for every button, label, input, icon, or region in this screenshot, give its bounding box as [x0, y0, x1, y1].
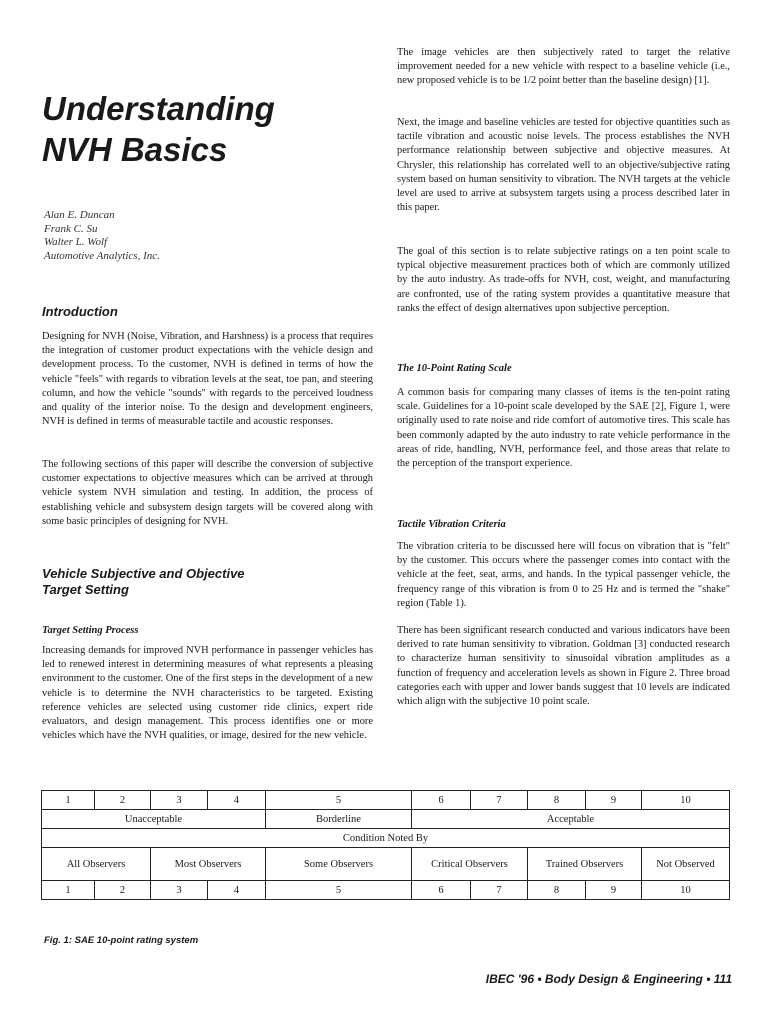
- tactile-heading: Tactile Vibration Criteria: [397, 519, 506, 530]
- figure-caption: Fig. 1: SAE 10-point rating system: [44, 935, 199, 946]
- right-paragraph-2: Next, the image and baseline vehicles are tested for objective quantities such as tactile vibration and acoustic noise levels. The process establishes the NVH performance relationship between subjective and objective measures. At Chrysler, this relationship has correlated well to an objective/subjective rating system based on human sensitivity to vibration. The NVH targets at the vehicle level are used to arrive at subsystem targets using a process described later in this paper.: [397, 117, 730, 214]
- rating-cell: 1: [42, 881, 95, 900]
- rating-cell: 6: [412, 791, 471, 810]
- rating-cell: 7: [471, 881, 528, 900]
- author-name: Alan E. Duncan: [44, 209, 115, 221]
- rating-scale-paragraph: A common basis for comparing many classes of items is the ten-point rating scale. Guidelines for a 10-point scale developed by the SAE [2], Figure 1, were originally used to rate noise and ride comfort of automotive tires. This scale has been commonly adapted by the auto industry to rate vehicle performance in the areas of ride, handling, NVH, performance feel, and those areas that relate to the perception of the transport experience.: [397, 387, 730, 470]
- rating-cell: 5: [266, 791, 412, 810]
- page-footer: IBEC '96 • Body Design & Engineering • 111: [485, 972, 732, 986]
- rating-cell: 7: [471, 791, 528, 810]
- group-cell: Some Observers: [266, 848, 412, 881]
- author-list: [44, 209, 284, 263]
- table-row-condition: [42, 829, 730, 848]
- rating-cell: 10: [642, 791, 730, 810]
- introduction-paragraph-2: The following sections of this paper will describe the conversion of subjective customer expectations to objective measures which can be arrived at through vehicle system NVH simulation and testing. In addition, the process of establishing vehicle and subsystem design targets will be covered along with some basic principles of designing for NVH.: [42, 459, 373, 527]
- table-row-groups: [42, 848, 730, 881]
- group-cell: Most Observers: [151, 848, 266, 881]
- group-cell: Not Observed: [642, 848, 730, 881]
- rating-scale-heading: The 10-Point Rating Scale: [397, 363, 512, 374]
- target-process-heading: Target Setting Process: [42, 625, 139, 636]
- category-cell: Unacceptable: [42, 810, 266, 829]
- rating-scale-table: [41, 790, 730, 900]
- author-name: Frank C. Su: [44, 222, 98, 235]
- table-row-ratings-top: [42, 791, 730, 810]
- rating-cell: 4: [208, 881, 266, 900]
- title-line-1: Understanding: [42, 90, 275, 127]
- rating-cell: 10: [642, 881, 730, 900]
- condition-header-cell: Condition Noted By: [42, 829, 730, 848]
- rating-cell: 5: [266, 881, 412, 900]
- rating-cell: 1: [42, 791, 95, 810]
- right-paragraph-1: The image vehicles are then subjectively rated to target the relative improvement needed for a new vehicle with respect to a baseline vehicle (i.e., new proposed vehicle is to be 1/2 point better than the baseline design) [1].: [397, 47, 730, 87]
- table-row-ratings-bottom: [42, 881, 730, 900]
- introduction-heading: Introduction: [42, 304, 118, 319]
- group-cell: Critical Observers: [412, 848, 528, 881]
- target-process-paragraph: Increasing demands for improved NVH performance in passenger vehicles has led to renewed interest in determining measures of what represents a pleasing environment to the customer. One of the first steps in the development of a new vehicle is to determine the NVH characteristics to be targeted. Existing reference vehicles are selected using customer ride clinics, expert ride evaluators, and design management. This process identifies one or more vehicles which have the NVH qualities, or image, desired for the new vehicle.: [42, 645, 373, 742]
- vehicle-section-heading: [42, 566, 373, 598]
- group-cell: Trained Observers: [528, 848, 642, 881]
- rating-cell: 8: [528, 881, 586, 900]
- vehicle-heading-line-2: Target Setting: [42, 582, 129, 597]
- right-paragraph-3: The goal of this section is to relate subjective ratings on a ten point scale to typical objective measurement practices both of which are commonly utilized by the auto industry. As trade-offs for NVH, cost, weight, and manufacturing are confronted, use of the rating system provides a quantitative measure that ranks the effect of design alternatives upon subjective perception.: [397, 246, 730, 314]
- vehicle-heading-line-1: Vehicle Subjective and Objective: [42, 566, 245, 581]
- rating-cell: 3: [151, 881, 208, 900]
- category-cell: Borderline: [266, 810, 412, 829]
- rating-cell: 2: [95, 791, 151, 810]
- rating-cell: 9: [586, 791, 642, 810]
- category-cell: Acceptable: [412, 810, 730, 829]
- tactile-paragraph-1: The vibration criteria to be discussed here will focus on vibration that is "felt" by the customer. This occurs where the passenger comes into contact with the vehicle at the feet, seat, arms, and hands. In the typical passenger vehicle, the frequency range of this vibration is from 0 to 25 Hz and is termed the "shake" region (Table 1).: [397, 541, 730, 609]
- author-name: Walter L. Wolf: [44, 236, 108, 248]
- group-cell: All Observers: [42, 848, 151, 881]
- rating-cell: 3: [151, 791, 208, 810]
- rating-cell: 6: [412, 881, 471, 900]
- introduction-paragraph-1: Designing for NVH (Noise, Vibration, and Harshness) is a process that requires the integration of customer product expectations with the vehicle design and development process. To the customer, NVH is defined in terms of how the vehicle "feels" with regards to vibration levels at the seat, toe pan, and steering column, and how the vehicle "sounds" with regards to the perceived loudness and quality of the interior noise. To the design and development engineers, NVH is defined in terms of measurable tactile and acoustic responses.: [42, 331, 373, 428]
- rating-cell: 2: [95, 881, 151, 900]
- title-line-2: NVH Basics: [42, 131, 228, 168]
- rating-cell: 8: [528, 791, 586, 810]
- tactile-paragraph-2: There has been significant research conducted and various indicators have been derived to rate human sensitivity to vibration. Goldman [3] conducted research to characterize human sensitivity to sinusoidal vibration amplitudes as a function of frequency and acceleration levels as shown in Figure 2. Three broad categories each with upper and lower bands suggest that 10 levels are indicated which align with the subjective 10 point scale.: [397, 625, 730, 708]
- rating-cell: 9: [586, 881, 642, 900]
- page-title: [42, 88, 342, 170]
- rating-cell: 4: [208, 791, 266, 810]
- author-affiliation: Automotive Analytics, Inc.: [44, 249, 160, 262]
- table-row-categories: [42, 810, 730, 829]
